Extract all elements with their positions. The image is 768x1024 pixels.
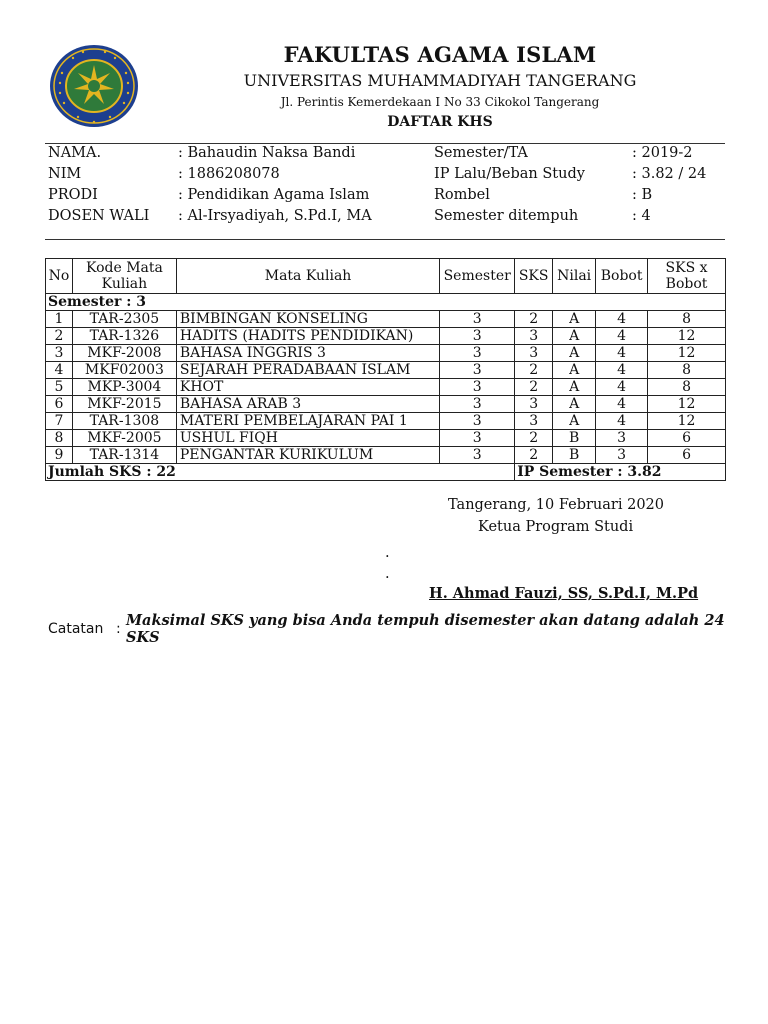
cell-sks-x-bobot: 12 [648,328,726,345]
cell-kode: MKP-3004 [72,379,176,396]
cell-no: 6 [46,396,73,413]
cell-sks: 2 [515,311,553,328]
table-row [46,413,726,430]
nim-value: : 1886208078 [178,166,280,182]
signer-name: H. Ahmad Fauzi, SS, S.Pd.I, M.Pd [429,585,699,602]
cell-sks: 3 [515,413,553,430]
cell-nilai: A [553,311,596,328]
cell-nilai: A [553,328,596,345]
cell-sks: 3 [515,396,553,413]
cell-bobot: 4 [596,311,648,328]
cell-nilai: A [553,379,596,396]
cell-bobot: 4 [596,379,648,396]
cell-nilai: A [553,362,596,379]
prodi-value: : Pendidikan Agama Islam [178,187,370,203]
nama-value: : Bahaudin Naksa Bandi [178,145,356,161]
cell-nilai: B [553,447,596,464]
cell-mata-kuliah: BIMBINGAN KONSELING [176,311,439,328]
nim-label: NIM [48,166,82,182]
cell-semester: 3 [440,362,515,379]
col-header-kode: Kode Mata Kuliah [72,259,176,294]
cell-sks: 2 [515,447,553,464]
cell-no: 8 [46,430,73,447]
header-divider-bottom [45,239,725,240]
cell-bobot: 4 [596,328,648,345]
cell-semester: 3 [440,447,515,464]
table-row [46,345,726,362]
university-logo [48,43,140,129]
document-title: DAFTAR KHS [387,114,493,130]
cell-sks-x-bobot: 12 [648,345,726,362]
cell-kode: TAR-2305 [72,311,176,328]
cell-no: 2 [46,328,73,345]
cell-no: 7 [46,413,73,430]
cell-sks-x-bobot: 8 [648,362,726,379]
prodi-label: PRODI [48,187,98,203]
cell-nilai: A [553,396,596,413]
cell-sks: 2 [515,362,553,379]
col-header-semester: Semester [440,259,515,294]
dosen-label: DOSEN WALI [48,208,150,224]
cell-no: 4 [46,362,73,379]
cell-mata-kuliah: KHOT [176,379,439,396]
cell-bobot: 4 [596,396,648,413]
cell-no: 1 [46,311,73,328]
cell-sks: 2 [515,430,553,447]
semester-group-label: Semester : 3 [46,294,726,311]
ip-value: : 3.82 / 24 [632,166,707,182]
table-footer-row [46,464,726,481]
ip-label: IP Lalu/Beban Study [434,166,585,182]
semester-ta-label: Semester/TA [434,145,528,161]
cell-mata-kuliah: USHUL FIQH [176,430,439,447]
cell-semester: 3 [440,328,515,345]
cell-mata-kuliah: BAHASA INGGRIS 3 [176,345,439,362]
note-colon: : [116,621,121,637]
cell-kode: TAR-1314 [72,447,176,464]
table-row [46,311,726,328]
cell-sks-x-bobot: 12 [648,413,726,430]
rombel-value: : B [632,187,653,203]
col-header-sks: SKS [515,259,553,294]
signer-position: Ketua Program Studi [478,519,634,535]
place-date: Tangerang, 10 Februari 2020 [448,497,664,513]
cell-semester: 3 [440,396,515,413]
faculty-title: FAKULTAS AGAMA ISLAM [283,42,597,67]
header-divider-top [45,143,725,144]
info-row-prodi [48,187,728,208]
cell-kode: MKF-2015 [72,396,176,413]
cell-mata-kuliah: SEJARAH PERADABAAN ISLAM [176,362,439,379]
jumlah-sks: Jumlah SKS : 22 [46,464,515,481]
cell-kode: MKF02003 [72,362,176,379]
cell-sks-x-bobot: 12 [648,396,726,413]
table-row [46,379,726,396]
cell-semester: 3 [440,379,515,396]
cell-bobot: 3 [596,447,648,464]
khs-table [45,258,726,481]
table-header-row [46,259,726,294]
table-row [46,447,726,464]
note-label: Catatan [48,621,104,637]
ip-semester: IP Semester : 3.82 [515,464,726,481]
cell-kode: TAR-1308 [72,413,176,430]
cell-no: 3 [46,345,73,362]
table-row [46,430,726,447]
semester-ta-value: : 2019-2 [632,145,693,161]
cell-sks-x-bobot: 6 [648,447,726,464]
signature-dot-2: . [385,566,390,582]
dosen-value: : Al-Irsyadiyah, S.Pd.I, MA [178,208,372,224]
cell-bobot: 4 [596,345,648,362]
table-row [46,362,726,379]
info-row-nama [48,145,728,166]
cell-sks-x-bobot: 8 [648,311,726,328]
cell-sks: 3 [515,345,553,362]
cell-nilai: A [553,413,596,430]
cell-sks-x-bobot: 6 [648,430,726,447]
table-row [46,396,726,413]
col-header-sks-x-bobot: SKS x Bobot [648,259,726,294]
cell-bobot: 4 [596,413,648,430]
cell-semester: 3 [440,430,515,447]
cell-mata-kuliah: BAHASA ARAB 3 [176,396,439,413]
cell-semester: 3 [440,311,515,328]
rombel-label: Rombel [434,187,490,203]
cell-kode: TAR-1326 [72,328,176,345]
info-row-dosen [48,208,728,229]
cell-semester: 3 [440,413,515,430]
nama-label: NAMA. [48,145,102,161]
cell-sks: 3 [515,328,553,345]
col-header-nilai: Nilai [553,259,596,294]
student-info [48,145,728,229]
university-name: UNIVERSITAS MUHAMMADIYAH TANGERANG [243,71,637,90]
note-text: Maksimal SKS yang bisa Anda tempuh disemester akan datang adalah 24 SKS [126,612,725,646]
cell-bobot: 4 [596,362,648,379]
cell-mata-kuliah: MATERI PEMBELAJARAN PAI 1 [176,413,439,430]
cell-mata-kuliah: PENGANTAR KURIKULUM [176,447,439,464]
cell-no: 9 [46,447,73,464]
col-header-no: No [46,259,73,294]
cell-semester: 3 [440,345,515,362]
cell-no: 5 [46,379,73,396]
university-address: Jl. Perintis Kemerdekaan I No 33 Cikokol Tangerang [280,95,600,109]
ditempuh-value: : 4 [632,208,651,224]
col-header-mata-kuliah: Mata Kuliah [176,259,439,294]
semester-group-row [46,294,726,311]
col-header-bobot: Bobot [596,259,648,294]
signature-dot-1: . [385,545,390,561]
cell-sks: 2 [515,379,553,396]
table-row [46,328,726,345]
cell-kode: MKF-2008 [72,345,176,362]
cell-bobot: 3 [596,430,648,447]
cell-kode: MKF-2005 [72,430,176,447]
cell-nilai: B [553,430,596,447]
cell-mata-kuliah: HADITS (HADITS PENDIDIKAN) [176,328,439,345]
cell-nilai: A [553,345,596,362]
ditempuh-label: Semester ditempuh [434,208,579,224]
cell-sks-x-bobot: 8 [648,379,726,396]
info-row-nim [48,166,728,187]
